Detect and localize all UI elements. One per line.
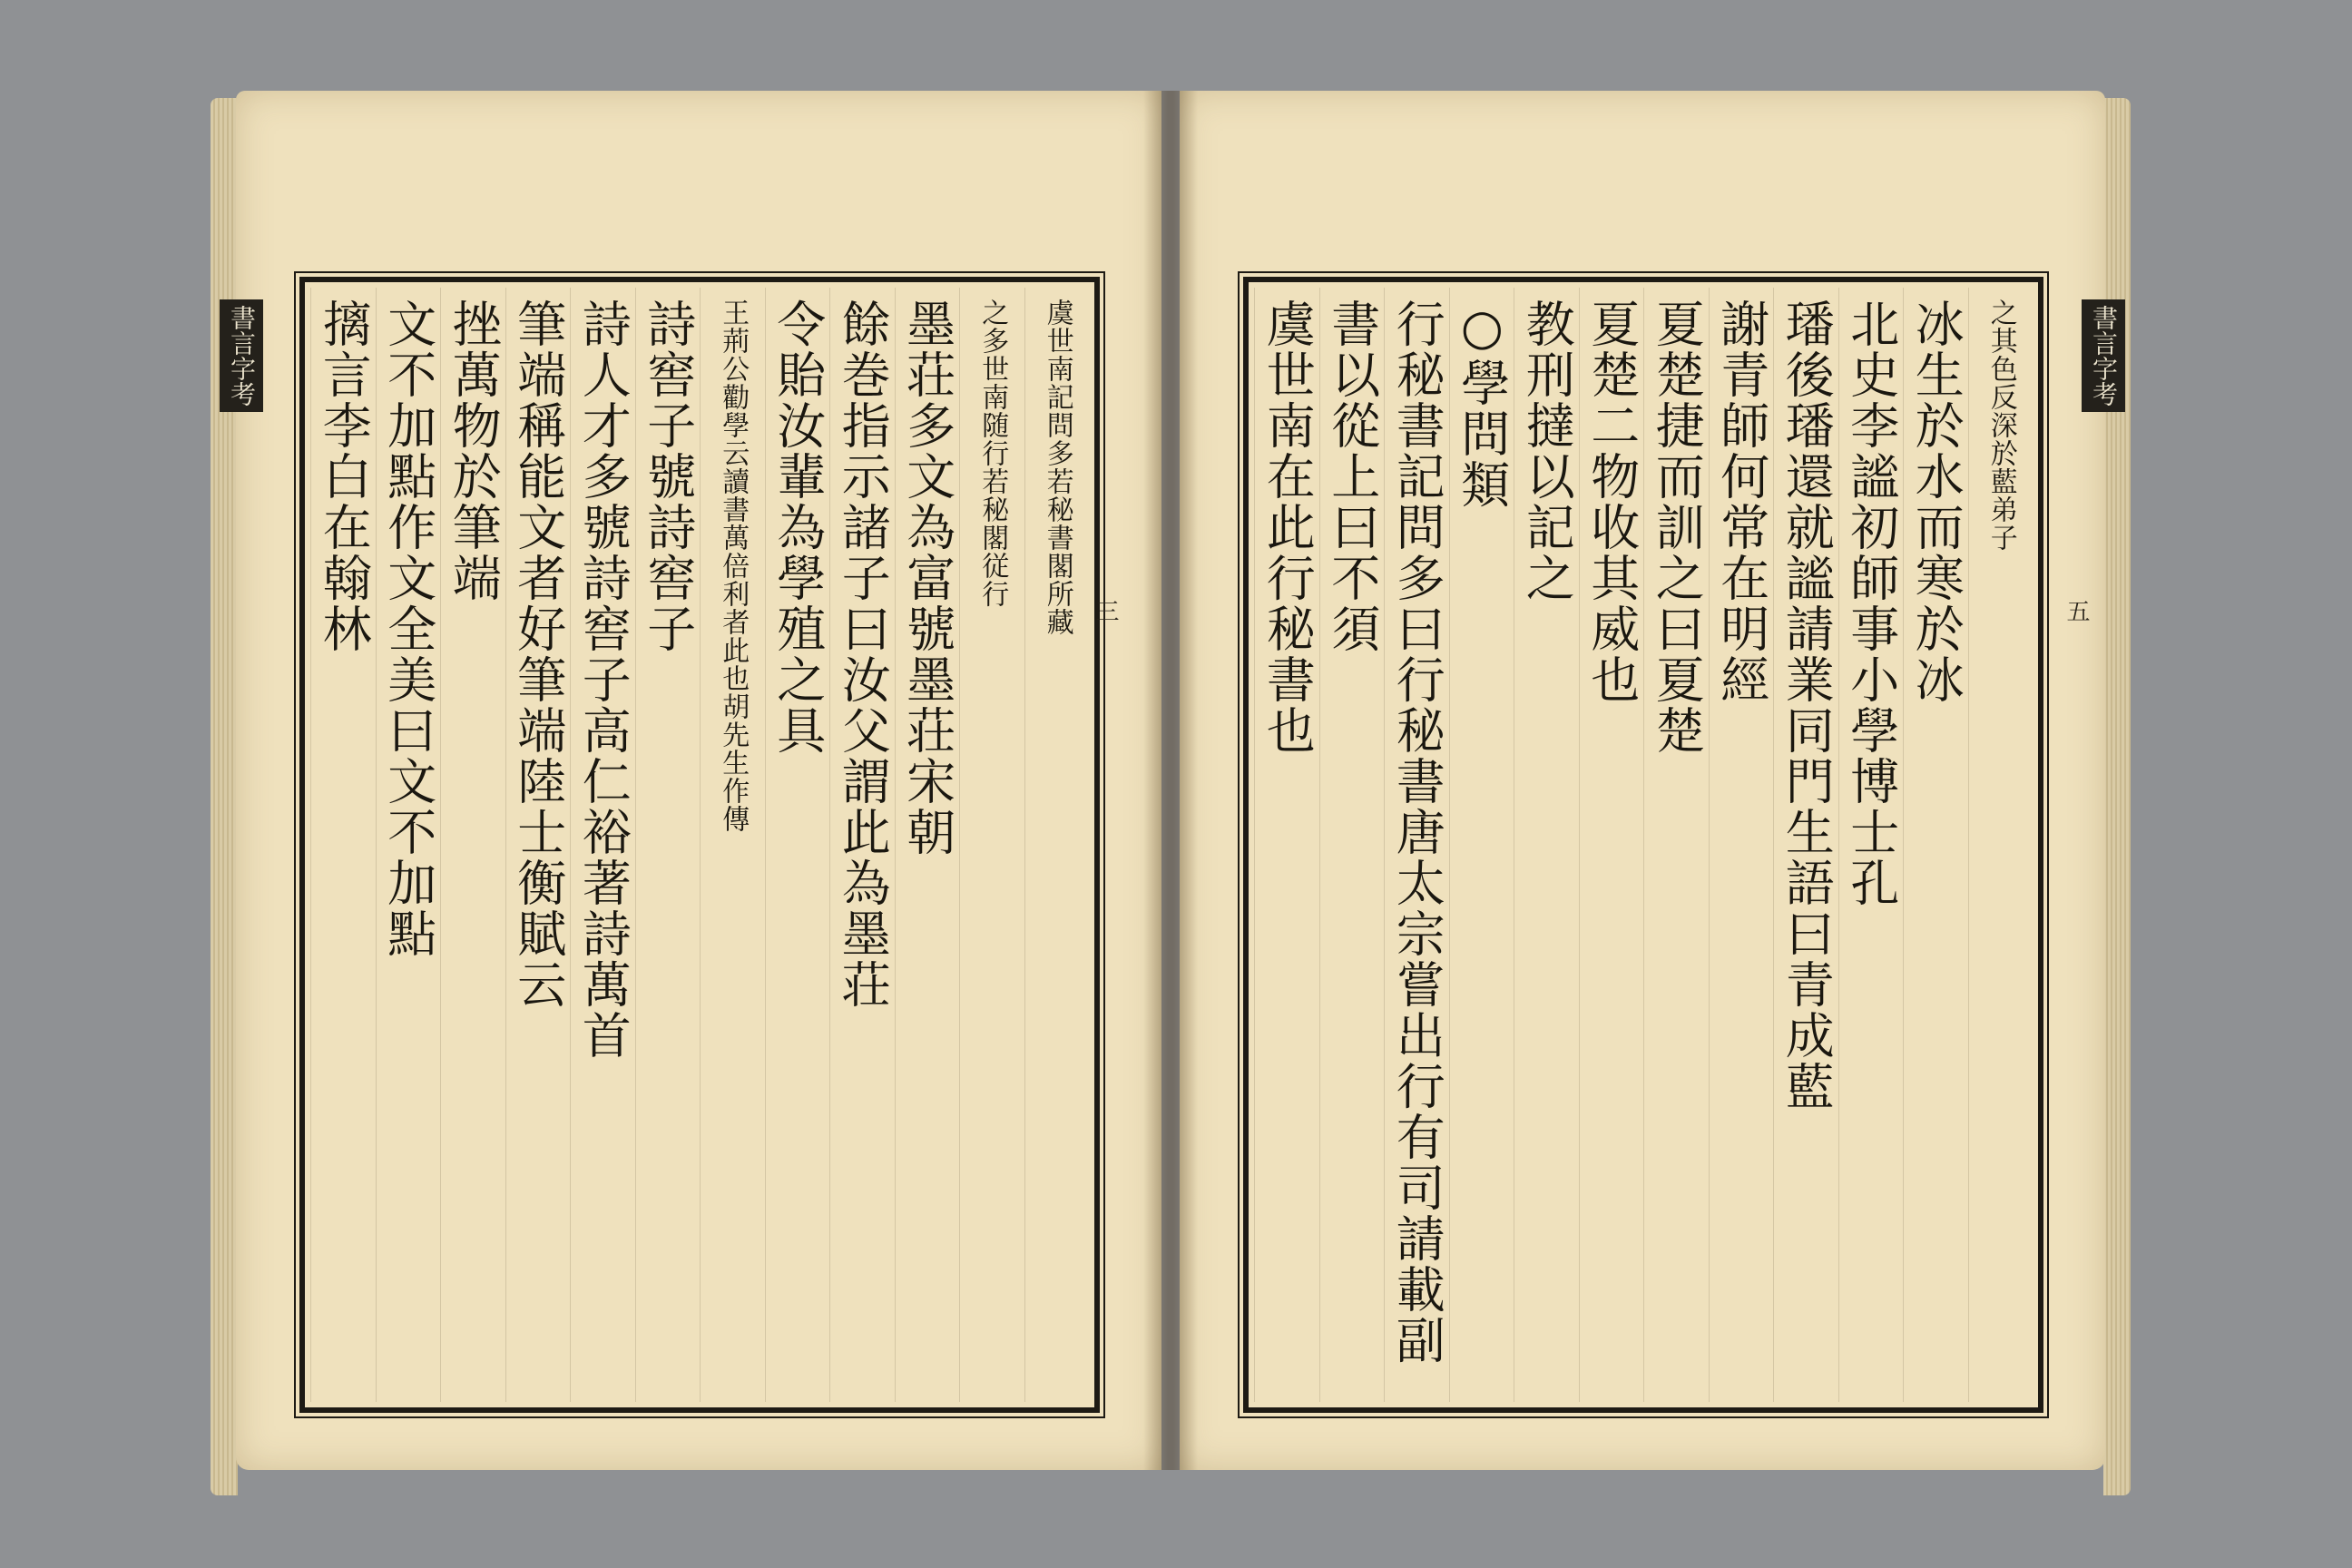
left-column: [895, 288, 960, 1402]
left-column: [376, 288, 441, 1402]
left-column: [440, 288, 505, 1402]
right-column-text: ○學問類: [1453, 299, 1511, 510]
right-column-text: 謝青師何常在明經: [1712, 299, 1770, 705]
left-column: [959, 288, 1024, 1402]
left-column-text: 筆端稱能文者好筆端陸士衡賦云: [509, 299, 567, 1010]
right-columns: [1254, 288, 2033, 1402]
right-column-text: 夏楚捷而訓之曰夏楚: [1648, 299, 1706, 756]
right-column: [1319, 288, 1385, 1402]
right-column: [1773, 288, 1838, 1402]
left-column: [765, 288, 830, 1402]
left-columns: [310, 288, 1089, 1402]
left-column: [505, 288, 571, 1402]
left-column-text: 虞世南記問多若秘書閣所藏: [1041, 299, 1073, 636]
right-column: [1579, 288, 1644, 1402]
left-column: [700, 288, 765, 1402]
left-column-text: 摛言李白在翰林: [315, 299, 373, 654]
right-page-number: 五: [2063, 599, 2090, 622]
right-column-text: 之其色反深於藍弟子: [1984, 299, 2017, 552]
right-column-text: 教刑撻以記之: [1518, 299, 1576, 603]
left-page-number: 三: [1092, 599, 1119, 622]
right-column: [1254, 288, 1319, 1402]
right-page: [1180, 91, 2105, 1470]
book-gutter: [1143, 91, 1198, 1470]
right-column: [1838, 288, 1904, 1402]
right-column-text: 虞世南在此行秘書也: [1259, 299, 1317, 756]
right-column-text: 書以從上曰不須: [1323, 299, 1381, 654]
left-column: [310, 288, 376, 1402]
left-column-text: 餘巻指示諸子曰汝父謂此為墨荘: [834, 299, 892, 1010]
right-column: [1643, 288, 1709, 1402]
right-column-text: 璠後璠還就謐請業同門生語曰青成藍: [1778, 299, 1836, 1112]
right-column-text: 北史李謐初師事小學博士孔: [1842, 299, 1900, 908]
left-column-text: 墨荘多文為富號墨荘宋朝: [898, 299, 956, 858]
left-column-text: 王荊公勸學云讀書萬倍利者此也胡先生作傳: [717, 299, 750, 833]
left-spine-label: 書言字考: [220, 299, 263, 412]
right-column: [1449, 288, 1514, 1402]
left-column: [635, 288, 701, 1402]
left-column-text: 詩窖子號詩窖子: [639, 299, 697, 654]
left-column-text: 之多世南随行若秘閣従行: [976, 299, 1009, 608]
left-page: [236, 91, 1161, 1470]
right-column: [1968, 288, 2034, 1402]
right-spine-label: 書言字考: [2082, 299, 2125, 412]
right-column: [1903, 288, 1968, 1402]
left-column-text: 詩人才多號詩窖子高仁裕著詩萬首: [574, 299, 632, 1061]
left-column-text: 文不加點作文全美曰文不加點: [379, 299, 437, 959]
right-column: [1384, 288, 1449, 1402]
right-column-text: 夏楚二物收其威也: [1583, 299, 1641, 705]
left-column: [1024, 288, 1090, 1402]
left-column: [570, 288, 635, 1402]
right-text-frame: [1243, 277, 2043, 1413]
right-column-text: 行秘書記問多曰行秘書唐太宗嘗出行有司請載副: [1388, 299, 1446, 1366]
right-column: [1709, 288, 1774, 1402]
right-column: [1514, 288, 1579, 1402]
left-column-text: 令貽汝輩為學殖之具: [769, 299, 827, 756]
open-book: [227, 91, 2119, 1506]
left-column: [829, 288, 895, 1402]
right-column-text: 冰生於水而寒於冰: [1907, 299, 1965, 705]
left-column-text: 挫萬物於筆端: [445, 299, 503, 603]
left-text-frame: [299, 277, 1100, 1413]
